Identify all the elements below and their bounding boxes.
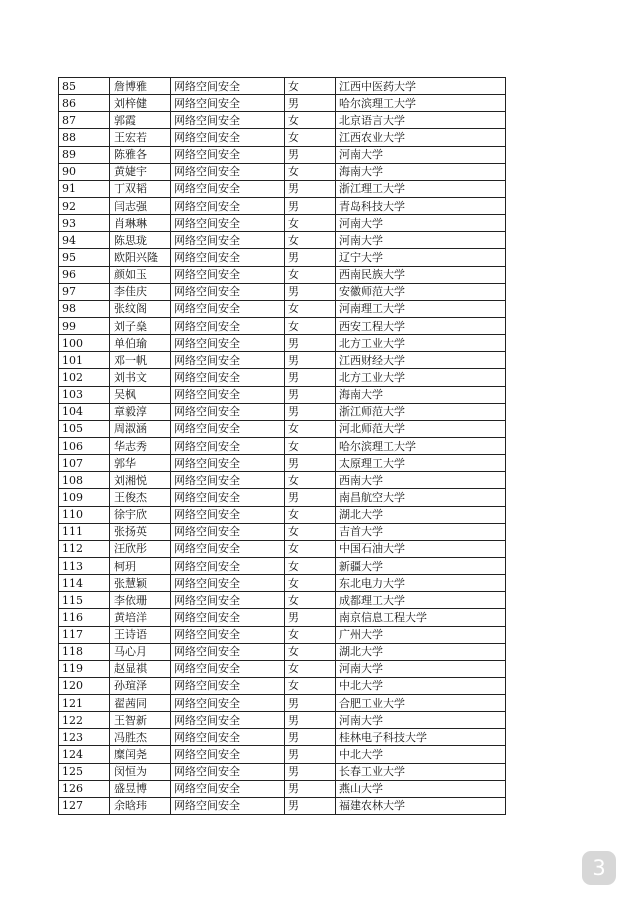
table-row [59,335,506,352]
student-name-cell: 王俊杰 [110,489,171,506]
row-number-cell: 112 [59,540,110,557]
major-cell: 网络空间安全 [171,643,285,660]
major-cell: 网络空间安全 [171,112,285,129]
school-cell: 海南大学 [336,386,506,403]
major-cell: 网络空间安全 [171,129,285,146]
table-row [59,506,506,523]
table-row [59,386,506,403]
school-cell: 中北大学 [336,746,506,763]
school-cell: 桂林电子科技大学 [336,729,506,746]
student-name-cell: 王诗语 [110,626,171,643]
row-number-cell: 87 [59,112,110,129]
school-cell: 福建农林大学 [336,797,506,814]
student-name-cell: 马心月 [110,643,171,660]
school-cell: 中北大学 [336,677,506,694]
row-number-cell: 124 [59,746,110,763]
major-cell: 网络空间安全 [171,695,285,712]
table-row [59,455,506,472]
school-cell: 河南大学 [336,660,506,677]
gender-cell: 女 [285,112,336,129]
gender-cell: 女 [285,592,336,609]
major-cell: 网络空间安全 [171,420,285,437]
row-number-cell: 85 [59,78,110,95]
row-number-cell: 116 [59,609,110,626]
major-cell: 网络空间安全 [171,369,285,386]
gender-cell: 男 [285,146,336,163]
school-cell: 新疆大学 [336,557,506,574]
major-cell: 网络空间安全 [171,180,285,197]
row-number-cell: 110 [59,506,110,523]
student-name-cell: 张纹阁 [110,300,171,317]
row-number-cell: 94 [59,232,110,249]
table-row [59,695,506,712]
row-number-cell: 103 [59,386,110,403]
student-name-cell: 肖琳琳 [110,215,171,232]
table-row [59,197,506,214]
row-number-cell: 111 [59,523,110,540]
row-number-cell: 104 [59,403,110,420]
table-row [59,420,506,437]
student-name-cell: 欧阳兴隆 [110,249,171,266]
major-cell: 网络空间安全 [171,249,285,266]
school-cell: 广州大学 [336,626,506,643]
row-number-cell: 122 [59,712,110,729]
student-name-cell: 张扬英 [110,523,171,540]
major-cell: 网络空间安全 [171,266,285,283]
school-cell: 燕山大学 [336,780,506,797]
school-cell: 辽宁大学 [336,249,506,266]
gender-cell: 男 [285,763,336,780]
row-number-cell: 102 [59,369,110,386]
row-number-cell: 89 [59,146,110,163]
table-row [59,232,506,249]
student-name-cell: 柯玥 [110,557,171,574]
gender-cell: 女 [285,215,336,232]
student-name-cell: 邓一帆 [110,352,171,369]
student-name-cell: 吴枫 [110,386,171,403]
school-cell: 江西农业大学 [336,129,506,146]
gender-cell: 男 [285,352,336,369]
major-cell: 网络空间安全 [171,575,285,592]
major-cell: 网络空间安全 [171,609,285,626]
student-name-cell: 王宏若 [110,129,171,146]
school-cell: 西安工程大学 [336,317,506,334]
table-row [59,592,506,609]
gender-cell: 女 [285,575,336,592]
major-cell: 网络空间安全 [171,506,285,523]
row-number-cell: 107 [59,455,110,472]
row-number-cell: 121 [59,695,110,712]
gender-cell: 男 [285,489,336,506]
gender-cell: 男 [285,283,336,300]
gender-cell: 男 [285,797,336,814]
student-name-cell: 刘湘悦 [110,472,171,489]
school-cell: 河南大学 [336,146,506,163]
gender-cell: 男 [285,712,336,729]
row-number-cell: 118 [59,643,110,660]
school-cell: 湖北大学 [336,643,506,660]
table-row [59,95,506,112]
major-cell: 网络空间安全 [171,523,285,540]
school-cell: 南昌航空大学 [336,489,506,506]
table-row [59,129,506,146]
gender-cell: 男 [285,386,336,403]
major-cell: 网络空间安全 [171,472,285,489]
table-row [59,403,506,420]
major-cell: 网络空间安全 [171,763,285,780]
school-cell: 北京语言大学 [336,112,506,129]
page-number-badge: 3 [582,851,616,885]
table-row [59,746,506,763]
student-name-cell: 盛昱博 [110,780,171,797]
student-name-cell: 糜闰尧 [110,746,171,763]
school-cell: 河北师范大学 [336,420,506,437]
student-name-cell: 翟茜同 [110,695,171,712]
student-name-cell: 陈雅各 [110,146,171,163]
gender-cell: 女 [285,506,336,523]
row-number-cell: 114 [59,575,110,592]
major-cell: 网络空间安全 [171,215,285,232]
row-number-cell: 96 [59,266,110,283]
student-name-cell: 冯胜杰 [110,729,171,746]
table-row [59,780,506,797]
school-cell: 湖北大学 [336,506,506,523]
student-name-cell: 章毅淳 [110,403,171,420]
major-cell: 网络空间安全 [171,95,285,112]
student-name-cell: 王智新 [110,712,171,729]
gender-cell: 男 [285,746,336,763]
gender-cell: 女 [285,317,336,334]
school-cell: 河南理工大学 [336,300,506,317]
major-cell: 网络空间安全 [171,557,285,574]
table-row [59,489,506,506]
school-cell: 西南大学 [336,472,506,489]
major-cell: 网络空间安全 [171,78,285,95]
major-cell: 网络空间安全 [171,163,285,180]
gender-cell: 男 [285,455,336,472]
row-number-cell: 98 [59,300,110,317]
table-row [59,283,506,300]
major-cell: 网络空间安全 [171,317,285,334]
student-name-cell: 陈思珑 [110,232,171,249]
table-body [59,78,506,815]
gender-cell: 女 [285,677,336,694]
table-row [59,163,506,180]
student-name-cell: 周淑涵 [110,420,171,437]
school-cell: 海南大学 [336,163,506,180]
school-cell: 河南大学 [336,215,506,232]
major-cell: 网络空间安全 [171,437,285,454]
student-name-cell: 赵显祺 [110,660,171,677]
row-number-cell: 125 [59,763,110,780]
table-row [59,763,506,780]
major-cell: 网络空间安全 [171,352,285,369]
row-number-cell: 92 [59,197,110,214]
school-cell: 安徽师范大学 [336,283,506,300]
gender-cell: 女 [285,437,336,454]
table-row [59,677,506,694]
gender-cell: 女 [285,78,336,95]
table-row [59,660,506,677]
table-row [59,609,506,626]
table-row [59,523,506,540]
row-number-cell: 97 [59,283,110,300]
student-name-cell: 华志秀 [110,437,171,454]
student-name-cell: 刘书文 [110,369,171,386]
gender-cell: 女 [285,472,336,489]
gender-cell: 女 [285,660,336,677]
gender-cell: 男 [285,95,336,112]
row-number-cell: 101 [59,352,110,369]
row-number-cell: 126 [59,780,110,797]
major-cell: 网络空间安全 [171,335,285,352]
student-name-cell: 闫志强 [110,197,171,214]
student-name-cell: 张慧颖 [110,575,171,592]
gender-cell: 男 [285,197,336,214]
major-cell: 网络空间安全 [171,746,285,763]
row-number-cell: 90 [59,163,110,180]
student-name-cell: 刘梓健 [110,95,171,112]
row-number-cell: 123 [59,729,110,746]
school-cell: 江西中医药大学 [336,78,506,95]
school-cell: 中国石油大学 [336,540,506,557]
table-row [59,540,506,557]
table-row [59,146,506,163]
table-row [59,729,506,746]
table-row [59,266,506,283]
major-cell: 网络空间安全 [171,677,285,694]
student-name-cell: 余晗玮 [110,797,171,814]
row-number-cell: 95 [59,249,110,266]
row-number-cell: 100 [59,335,110,352]
school-cell: 太原理工大学 [336,455,506,472]
major-cell: 网络空间安全 [171,146,285,163]
school-cell: 江西财经大学 [336,352,506,369]
student-name-cell: 徐宇欣 [110,506,171,523]
major-cell: 网络空间安全 [171,403,285,420]
school-cell: 吉首大学 [336,523,506,540]
table-row [59,300,506,317]
major-cell: 网络空间安全 [171,232,285,249]
major-cell: 网络空间安全 [171,712,285,729]
gender-cell: 女 [285,557,336,574]
student-name-cell: 丁双韬 [110,180,171,197]
gender-cell: 男 [285,249,336,266]
row-number-cell: 115 [59,592,110,609]
student-name-cell: 单伯瑜 [110,335,171,352]
student-name-cell: 孙瑄泽 [110,677,171,694]
school-cell: 合肥工业大学 [336,695,506,712]
school-cell: 哈尔滨理工大学 [336,437,506,454]
table-row [59,557,506,574]
school-cell: 河南大学 [336,232,506,249]
table-row [59,643,506,660]
gender-cell: 男 [285,729,336,746]
school-cell: 河南大学 [336,712,506,729]
row-number-cell: 117 [59,626,110,643]
table-row [59,626,506,643]
table-row [59,575,506,592]
table-row [59,249,506,266]
gender-cell: 男 [285,335,336,352]
school-cell: 东北电力大学 [336,575,506,592]
gender-cell: 女 [285,523,336,540]
major-cell: 网络空间安全 [171,386,285,403]
student-name-cell: 李佳庆 [110,283,171,300]
school-cell: 南京信息工程大学 [336,609,506,626]
row-number-cell: 105 [59,420,110,437]
table-row [59,797,506,814]
school-cell: 浙江理工大学 [336,180,506,197]
major-cell: 网络空间安全 [171,455,285,472]
row-number-cell: 120 [59,677,110,694]
student-name-cell: 黄婕宇 [110,163,171,180]
student-name-cell: 颜如玉 [110,266,171,283]
major-cell: 网络空间安全 [171,283,285,300]
student-name-cell: 闵恒为 [110,763,171,780]
gender-cell: 女 [285,300,336,317]
school-cell: 长春工业大学 [336,763,506,780]
gender-cell: 女 [285,266,336,283]
student-name-cell: 郭霞 [110,112,171,129]
student-name-cell: 刘子燊 [110,317,171,334]
school-cell: 北方工业大学 [336,369,506,386]
student-name-cell: 李依珊 [110,592,171,609]
major-cell: 网络空间安全 [171,489,285,506]
school-cell: 西南民族大学 [336,266,506,283]
student-name-cell: 詹博雅 [110,78,171,95]
school-cell: 哈尔滨理工大学 [336,95,506,112]
row-number-cell: 91 [59,180,110,197]
table-row [59,712,506,729]
gender-cell: 女 [285,540,336,557]
table-row [59,215,506,232]
school-cell: 北方工业大学 [336,335,506,352]
row-number-cell: 88 [59,129,110,146]
student-name-cell: 黄培洋 [110,609,171,626]
row-number-cell: 113 [59,557,110,574]
gender-cell: 男 [285,369,336,386]
school-cell: 浙江师范大学 [336,403,506,420]
table-row [59,472,506,489]
gender-cell: 男 [285,695,336,712]
row-number-cell: 108 [59,472,110,489]
row-number-cell: 106 [59,437,110,454]
table-row [59,369,506,386]
student-list-table [58,77,506,815]
gender-cell: 男 [285,780,336,797]
major-cell: 网络空间安全 [171,626,285,643]
row-number-cell: 86 [59,95,110,112]
major-cell: 网络空间安全 [171,660,285,677]
table-row [59,352,506,369]
gender-cell: 男 [285,180,336,197]
table-row [59,437,506,454]
major-cell: 网络空间安全 [171,540,285,557]
major-cell: 网络空间安全 [171,592,285,609]
school-cell: 青岛科技大学 [336,197,506,214]
table-row [59,78,506,95]
major-cell: 网络空间安全 [171,729,285,746]
row-number-cell: 99 [59,317,110,334]
gender-cell: 男 [285,403,336,420]
major-cell: 网络空间安全 [171,797,285,814]
major-cell: 网络空间安全 [171,300,285,317]
table-row [59,112,506,129]
gender-cell: 女 [285,420,336,437]
gender-cell: 女 [285,643,336,660]
row-number-cell: 93 [59,215,110,232]
gender-cell: 女 [285,626,336,643]
student-name-cell: 汪欣彤 [110,540,171,557]
row-number-cell: 109 [59,489,110,506]
gender-cell: 男 [285,609,336,626]
gender-cell: 女 [285,129,336,146]
table-row [59,317,506,334]
gender-cell: 女 [285,163,336,180]
student-name-cell: 郭华 [110,455,171,472]
table-row [59,180,506,197]
row-number-cell: 119 [59,660,110,677]
major-cell: 网络空间安全 [171,197,285,214]
row-number-cell: 127 [59,797,110,814]
school-cell: 成都理工大学 [336,592,506,609]
major-cell: 网络空间安全 [171,780,285,797]
gender-cell: 女 [285,232,336,249]
